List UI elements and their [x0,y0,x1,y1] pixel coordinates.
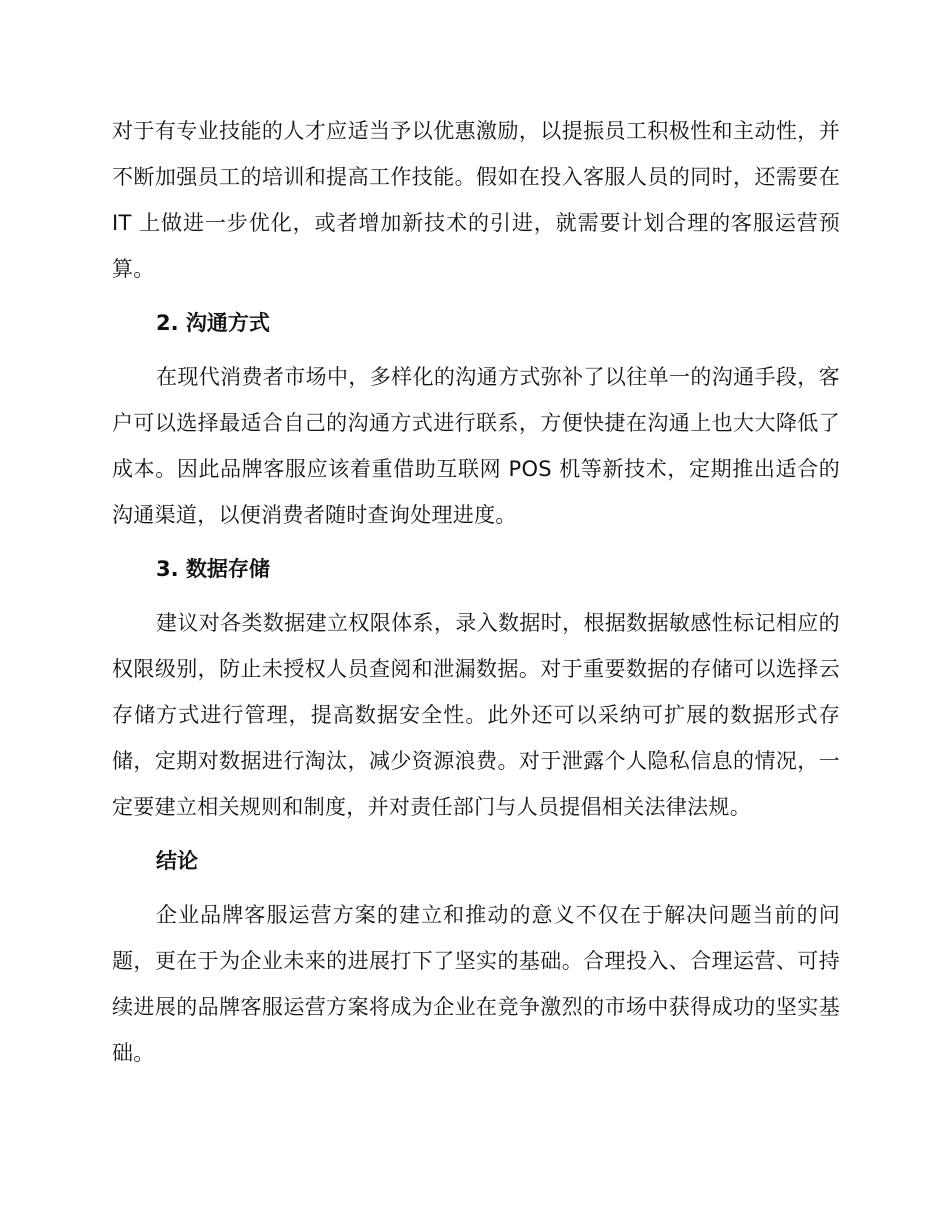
paragraph-storage: 建议对各类数据建立权限体系，录入数据时，根据数据敏感性标记相应的权限级别，防止未授权人员查阅和泄漏数据。对于重要数据的存储可以选择云存储方式进行管理，提高数据安全性。此外还可以采纳可扩展的数据形式存储，定期对数据进行淘汰，减少资源浪费。对于泄露个人隐私信息的情况，一定要建立相关规则和制度，并对责任部门与人员提倡相关法律法规。 [112,611,840,819]
heading-conclusion: 结论 [156,849,198,873]
document-body [112,108,840,1076]
paragraph-communication: 在现代消费者市场中，多样化的沟通方式弥补了以往单一的沟通手段，客户可以选择最适合自己的沟通方式进行联系，方便快捷在沟通上也大大降低了成本。因此品牌客服应该着重借助互联网 POS 机等新技术，定期推出适合的沟通渠道，以便消费者随时查询处理进度。 [112,365,840,527]
heading-communication: 2. 沟通方式 [156,311,270,335]
heading-storage: 3. 数据存储 [156,557,270,581]
paragraph-cost: 对于有专业技能的人才应适当予以优惠激励，以提振员工积极性和主动性，并不断加强员工的培训和提高工作技能。假如在投入客服人员的同时，还需要在 IT 上做进一步优化，或者增加新技术的引进，就需要计划合理的客服运营预算。 [112,119,840,281]
paragraph-conclusion: 企业品牌客服运营方案的建立和推动的意义不仅在于解决问题当前的问题，更在于为企业未来的进展打下了坚实的基础。合理投入、合理运营、可持续进展的品牌客服运营方案将成为企业在竞争激烈的市场中获得成功的坚实基础。 [112,903,840,1065]
